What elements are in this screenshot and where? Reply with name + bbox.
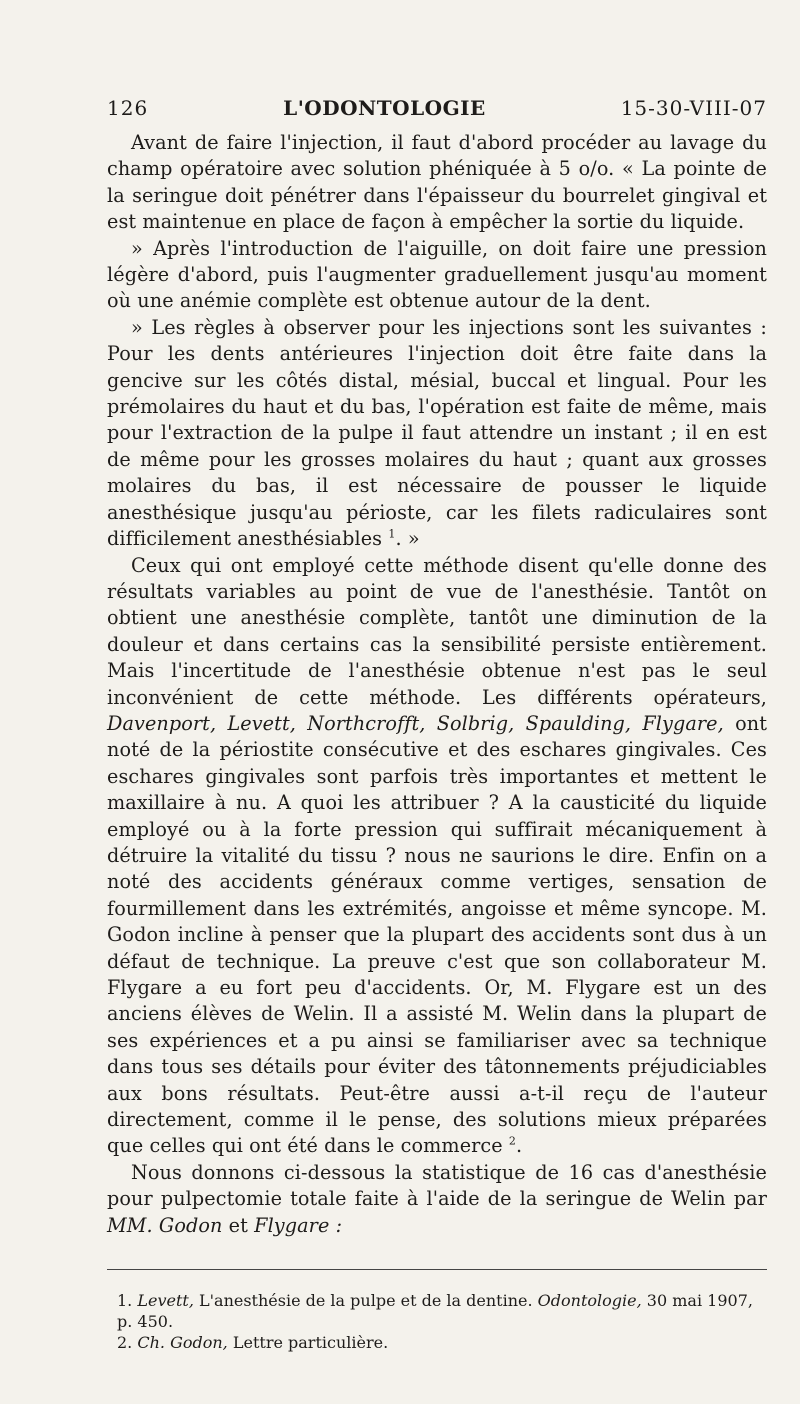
body-text [107, 130, 767, 1239]
paragraph-4-part-a: Ceux qui ont employé cette méthode disent qu'elle donne des résultats variables au point de vue de l'anesthésie. Tantôt on obtient une anesthésie complète, tantôt une diminution de la douleur et dans certains cas la sensibilité persiste entièrement. Mais l'incertitude de l'anesthésie obtenue n'est pas le seul inconvénient de cette méthode. Les différents opérateurs, [107, 553, 767, 709]
footnote-1-author: Levett, [137, 1291, 194, 1311]
page [107, 96, 767, 1353]
footnote-ref-1: 1 [388, 527, 396, 541]
paragraph-3-end: . » [395, 527, 420, 551]
authors-godon: MM. Godon [107, 1213, 223, 1237]
operator-names: Davenport, Levett, Northcrofft, Solbrig, Spaulding, Flygare, [107, 711, 724, 735]
paragraph-1: Avant de faire l'injection, il faut d'abord procéder au lavage du champ opératoire avec solution phéniquée à 5 o/o. « La pointe de la seringue doit pénétrer dans l'épaisseur du bourrelet gingival et est maintenue en place de façon à empêcher la sortie du liquide. [107, 131, 767, 234]
paragraph-5-text: Nous donnons ci-dessous la statistique de 16 cas d'anesthésie pour pulpectomie totale faite à l'aide de la seringue de Welin par [107, 1160, 767, 1211]
footnote-1 [107, 1290, 767, 1332]
page-number: 126 [107, 96, 149, 120]
footnote-divider [107, 1269, 767, 1270]
footnote-2 [107, 1332, 767, 1353]
footnote-2-author: Ch. Godon, [137, 1333, 228, 1353]
footnote-ref-2: 2 [508, 1135, 517, 1149]
paragraph-5 [107, 1160, 767, 1239]
footnote-1-title: L'anesthésie de la pulpe et de la dentine. [199, 1291, 533, 1311]
footnote-2-rest: Lettre particulière. [232, 1333, 389, 1353]
paragraph-4 [107, 553, 767, 1160]
running-header [107, 96, 767, 120]
paragraph-3 [107, 315, 767, 553]
paragraph-3-text: » Les règles à observer pour les injections sont les suivantes : Pour les dents antérieures l'injection doit être faite dans la gencive sur les côtés distal, mésial, buccal et lingual. Pour les prémolaires du haut et du bas, l'opération est faite de même, mais pour l'extraction de la pulpe il faut attendre un instant ; il en est de même pour les grosses molaires du haut ; quant aux grosses molaires du bas, il est nécessaire de pousser le liquide anesthésique jusqu'au périoste, car les filets radiculaires sont difficilement anesthésiables [107, 315, 767, 551]
paragraph-2: » Après l'introduction de l'aiguille, on doit faire une pression légère d'abord, puis l'augmenter graduellement jusqu'au moment où une anémie complète est obtenue autour de la dent. [107, 236, 767, 313]
paragraph-4-end: . [516, 1134, 523, 1158]
paragraph-4-part-b: ont noté de la périostite consécutive et des eschares gingivales. Ces eschares gingivales sont parfois très importantes et mettent le maxillaire à nu. A quoi les attribuer ? A la causticité du liquide employé ou à la forte pression qui suffirait mécaniquement à détruire la vitalité du tissu ? nous ne saurions le dire. Enfin on a noté des accidents généraux comme vertiges, sensation de fourmillement dans les extrémités, angoisse et même syncope. M. Godon incline à penser que la plupart des accidents sont dus à un défaut de technique. La preuve c'est que son collaborateur M. Flygare a eu fort peu d'accidents. Or, M. Flygare est un des anciens élèves de Welin. Il a assisté M. Welin dans la plupart de ses expériences et a pu ainsi se familiariser avec sa technique dans tous ses détails pour éviter des tâtonnements préjudiciables aux bons résultats. Peut-être aussi a-t-il reçu de l'auteur directement, comme il le pense, des solutions mieux préparées que celles qui ont été dans le commerce [107, 711, 768, 1158]
issue-date: 15-30-VIII-07 [620, 96, 767, 120]
footnote-2-number: 2. [117, 1333, 133, 1353]
journal-title: L'ODONTOLOGIE [283, 96, 486, 120]
footnote-1-journal: Odontologie, [537, 1291, 642, 1311]
footnote-1-rest: 30 mai 1907, p. 450. [117, 1291, 753, 1332]
footnote-1-number: 1. [117, 1291, 133, 1311]
footnotes [107, 1290, 767, 1353]
author-flygare: Flygare : [254, 1213, 343, 1237]
conjunction-et: et [228, 1213, 248, 1237]
